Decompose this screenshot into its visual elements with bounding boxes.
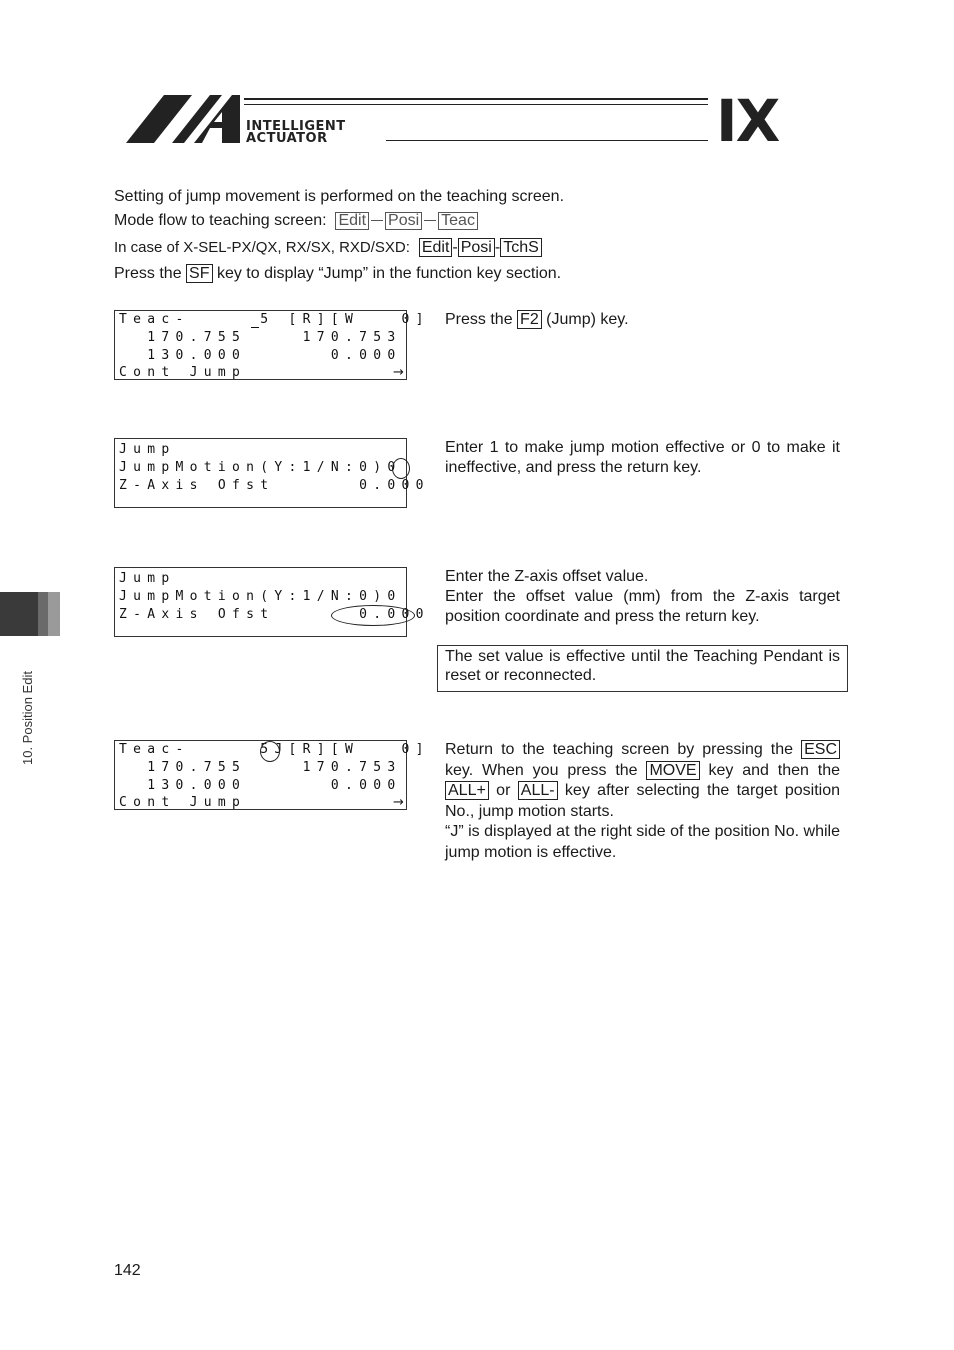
flow-sep: - — [494, 239, 501, 256]
intro-text: Press the — [114, 265, 182, 282]
key-esc: ESC — [801, 740, 840, 759]
brand-line-1: INTELLIGENT — [246, 119, 346, 134]
chapter-tab-light — [48, 592, 60, 636]
key-teac: Teac — [438, 212, 478, 230]
intro-line-4 — [114, 264, 561, 284]
brand-line-2: ACTUATOR — [246, 131, 328, 146]
lcd-screen-offset — [114, 567, 430, 637]
lcd-row: Teac- 5 [R][W 0] — [119, 312, 430, 327]
step-text: Press the — [445, 311, 513, 328]
lcd-row: JumpMotion(Y:1/N:0)0 — [119, 589, 402, 604]
key-sf: SF — [186, 264, 212, 283]
key-f2: F2 — [517, 310, 542, 329]
chapter-label: 10. Position Edit — [20, 671, 35, 765]
alt-flow-label: In case of X-SEL-PX/QX, RX/SX, RXD/SXD: — [114, 239, 410, 256]
lcd-row: 130.000 0.000 — [119, 348, 402, 363]
header-rule-bottom — [386, 140, 708, 141]
lcd-row: Jump — [119, 571, 176, 586]
key-posi: Posi — [385, 212, 422, 230]
page-number: 142 — [114, 1262, 141, 1279]
intro-line-3 — [114, 238, 542, 258]
intro-text: key to display “Jump” in the function key section. — [216, 265, 562, 282]
position-underline — [251, 327, 259, 328]
step-text: Enter the offset value (mm) from the Z-axis target position coordinate and press the return key. — [445, 588, 840, 625]
step-text: key and then the — [708, 761, 841, 779]
step2-text: Enter 1 to make jump motion effective or 0 to make it ineffective, and press the return key. — [445, 439, 840, 476]
key-all-minus: ALL- — [518, 781, 558, 800]
product-logo: IX — [716, 87, 779, 155]
highlight-circle — [260, 741, 280, 762]
note-box: The set value is effective until the Teaching Pendant is reset or reconnected. — [437, 645, 848, 692]
step4-text — [445, 740, 840, 863]
intro-line-2 — [114, 211, 478, 231]
flow-dash — [371, 220, 383, 221]
step-text: Return to the teaching screen by pressing the — [445, 741, 794, 758]
lcd-row: Teac- 5J[R][W 0] — [119, 742, 430, 757]
step3-text — [445, 567, 840, 627]
lcd-row: Cont Jump — [119, 795, 247, 810]
lcd-row: 130.000 0.000 — [119, 778, 402, 793]
lcd-row: JumpMotion(Y:1/N:0)0 — [119, 460, 402, 475]
step-text: (Jump) key. — [546, 311, 629, 328]
lcd-screen-jump — [114, 438, 430, 508]
highlight-ellipse — [331, 605, 415, 626]
chapter-tab-mid — [38, 592, 48, 636]
key-posi: Posi — [458, 238, 495, 257]
lcd-row: 170.755 170.753 — [119, 760, 402, 775]
mode-flow-label: Mode flow to teaching screen: — [114, 212, 327, 229]
step-text: Enter the Z-axis offset value. — [445, 568, 649, 585]
flow-dash — [424, 220, 436, 221]
lcd-row: Cont Jump — [119, 365, 247, 380]
step1-text — [445, 310, 840, 330]
intro-line-1: Setting of jump movement is performed on the teaching screen. — [114, 188, 565, 205]
lcd-row: Z-Axis Ofst 0.000 — [119, 478, 430, 493]
step4-para-1 — [445, 740, 840, 822]
step4-para-2: “J” is displayed at the right side of the position No. while jump motion is effective. — [445, 823, 840, 861]
ia-logo-icon — [126, 94, 242, 144]
step-text: key. When you press the — [445, 761, 638, 779]
lcd-screen-teach — [114, 310, 430, 380]
key-move: MOVE — [646, 761, 699, 780]
header-rule-top — [244, 98, 708, 100]
right-arrow-icon: → — [393, 365, 404, 380]
lcd-row: 170.755 170.753 — [119, 330, 402, 345]
header-rule-mid — [244, 104, 708, 105]
lcd-row: Jump — [119, 442, 176, 457]
highlight-circle — [392, 458, 410, 479]
step-text: key after selecting the target position No., jump motion starts. — [445, 782, 841, 820]
lcd-screen-teach-jump — [114, 740, 430, 810]
step-text: or — [496, 782, 511, 799]
key-edit: Edit — [419, 238, 453, 257]
flow-sep: - — [452, 239, 458, 256]
key-all-plus: ALL+ — [445, 781, 489, 800]
key-edit: Edit — [335, 212, 369, 230]
right-arrow-icon: → — [393, 795, 404, 810]
key-tchs: TchS — [500, 238, 542, 257]
lcd-row: Z-Axis Ofst 0.000 — [119, 607, 430, 622]
chapter-tab-dark — [0, 592, 38, 636]
